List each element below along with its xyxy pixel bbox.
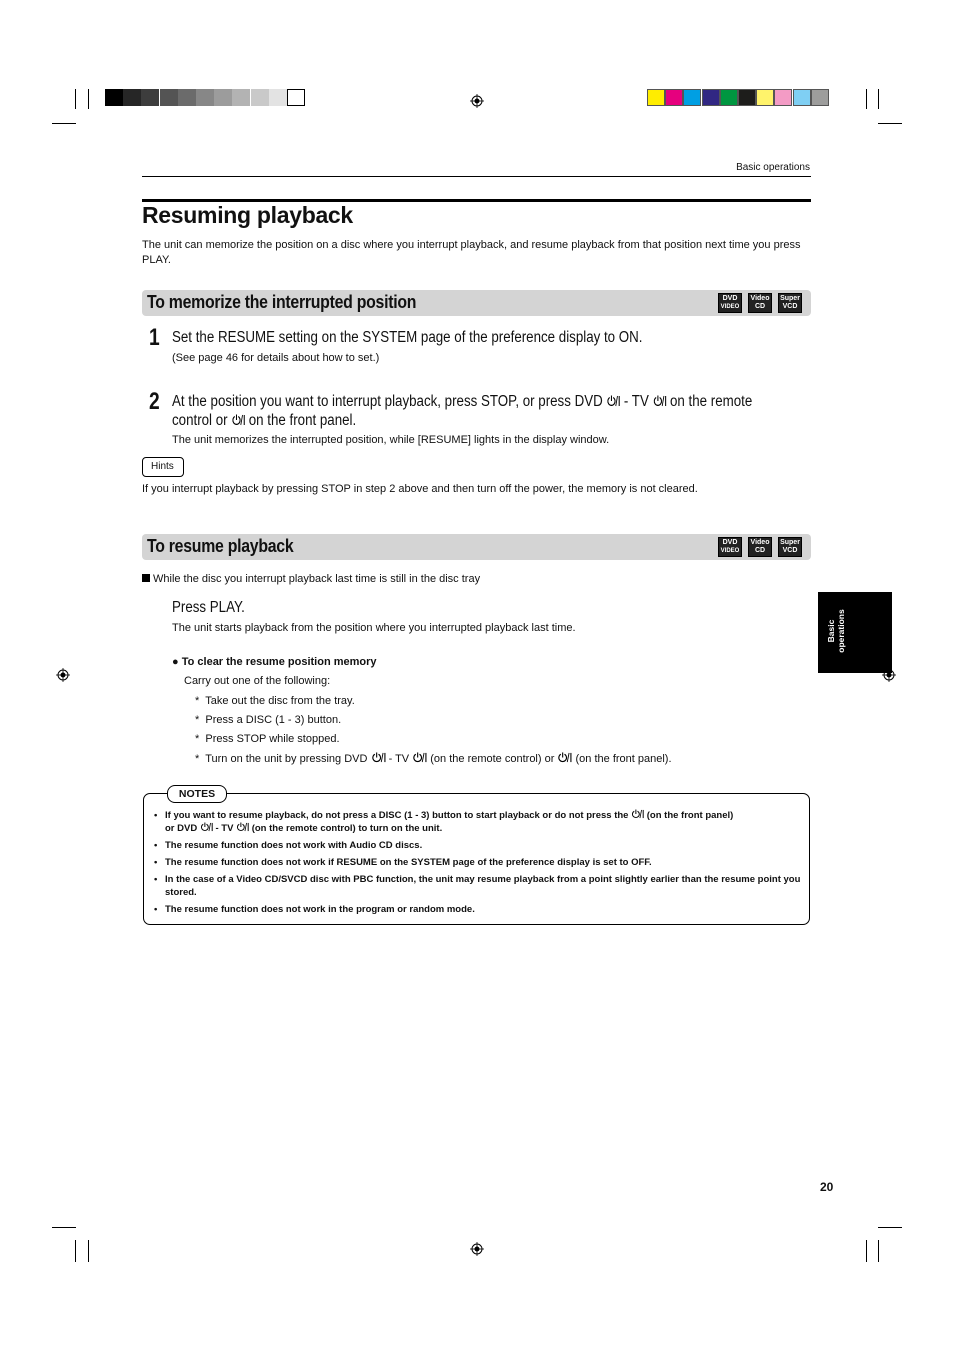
power-standby-icon — [653, 395, 667, 407]
power-standby-icon — [200, 822, 213, 832]
section-header-resume — [142, 534, 811, 560]
registration-mark-icon — [470, 1242, 484, 1256]
color-swatch — [683, 89, 701, 106]
video-cd-badge: Video CD — [748, 293, 772, 313]
gray-swatch — [287, 89, 305, 106]
color-swatch — [665, 89, 683, 106]
press-play-subtext: The unit starts playback from the position where you interrupted playback last time. — [172, 622, 576, 634]
bullet-icon: ● — [172, 656, 179, 668]
gray-swatch — [196, 89, 214, 106]
section-title: To memorize the interrupted position — [147, 292, 417, 312]
video-cd-badge: Video CD — [748, 537, 772, 557]
gray-swatch — [105, 89, 123, 106]
condition-text: While the disc you interrupt playback last time is still in the disc tray — [142, 572, 480, 587]
power-standby-icon — [412, 752, 427, 763]
color-swatch — [793, 89, 811, 106]
gray-swatch — [178, 89, 196, 106]
color-swatch — [720, 89, 738, 106]
power-standby-icon — [557, 752, 572, 763]
color-swatch — [756, 89, 774, 106]
step-text: Set the RESUME setting on the SYSTEM page of the preference display to ON. — [172, 329, 643, 346]
clear-memory-intro: Carry out one of the following: — [184, 675, 331, 687]
dvd-video-badge: DVD VIDEO — [718, 293, 742, 313]
clear-memory-heading: ● To clear the resume position memory — [172, 656, 377, 668]
registration-mark-icon — [470, 94, 484, 108]
super-vcd-badge: Super VCD — [778, 293, 802, 313]
hint-text: If you interrupt playback by pressing STOP in step 2 above and then turn off the power, the memory is not cleared. — [142, 483, 698, 495]
gray-swatch — [251, 89, 269, 106]
dvd-video-badge: DVD VIDEO — [718, 537, 742, 557]
header-rule — [142, 176, 811, 177]
section-title: To resume playback — [147, 536, 294, 556]
power-standby-icon — [236, 822, 249, 832]
step-text: control or on the front panel. — [172, 412, 357, 429]
step-number: 1 — [149, 324, 160, 351]
gray-swatch — [214, 89, 232, 106]
step-subtext: (See page 46 for details about how to set.) — [172, 352, 380, 364]
page-title: Resuming playback — [142, 202, 353, 228]
color-swatch — [702, 89, 720, 106]
color-swatch — [647, 89, 665, 106]
square-bullet-icon — [142, 574, 150, 582]
power-standby-icon — [371, 752, 386, 763]
color-swatch — [738, 89, 756, 106]
step-number: 2 — [149, 388, 160, 415]
step-subtext: The unit memorizes the interrupted position, while [RESUME] lights in the display window. — [172, 434, 610, 446]
power-standby-icon — [631, 809, 644, 819]
press-play-instruction: Press PLAY. — [172, 599, 245, 616]
header-section-label: Basic operations — [736, 162, 810, 173]
color-swatch — [774, 89, 792, 106]
gray-swatch — [141, 89, 159, 106]
list-item: * Press a DISC (1 - 3) button. — [195, 714, 342, 726]
hints-icon: Hints — [142, 457, 184, 477]
gray-swatch — [123, 89, 141, 106]
page-number: 20 — [820, 1180, 834, 1194]
power-standby-icon — [606, 395, 620, 407]
gray-swatch — [232, 89, 250, 106]
color-swatch — [811, 89, 829, 106]
list-item: * Turn on the unit by pressing DVD - TV (on the remote control) or (on the front panel). — [195, 753, 672, 765]
list-item: * Press STOP while stopped. — [195, 733, 340, 745]
notes-label: NOTES — [167, 785, 227, 803]
super-vcd-badge: Super VCD — [778, 537, 802, 557]
registration-mark-icon — [56, 668, 70, 682]
list-item: * Take out the disc from the tray. — [195, 695, 355, 707]
gray-swatch — [160, 89, 178, 106]
step-text: At the position you want to interrupt playback, press STOP, or press DVD - TV on the remote — [172, 393, 753, 410]
gray-swatch — [269, 89, 287, 106]
side-tab — [818, 592, 892, 673]
intro-text: The unit can memorize the position on a disc where you interrupt playback, and resume playback from that position next time you press PLAY. — [142, 239, 801, 266]
side-tab-label: Basic operations — [826, 609, 846, 653]
section-header-memorize — [142, 290, 811, 316]
power-standby-icon — [231, 414, 245, 426]
